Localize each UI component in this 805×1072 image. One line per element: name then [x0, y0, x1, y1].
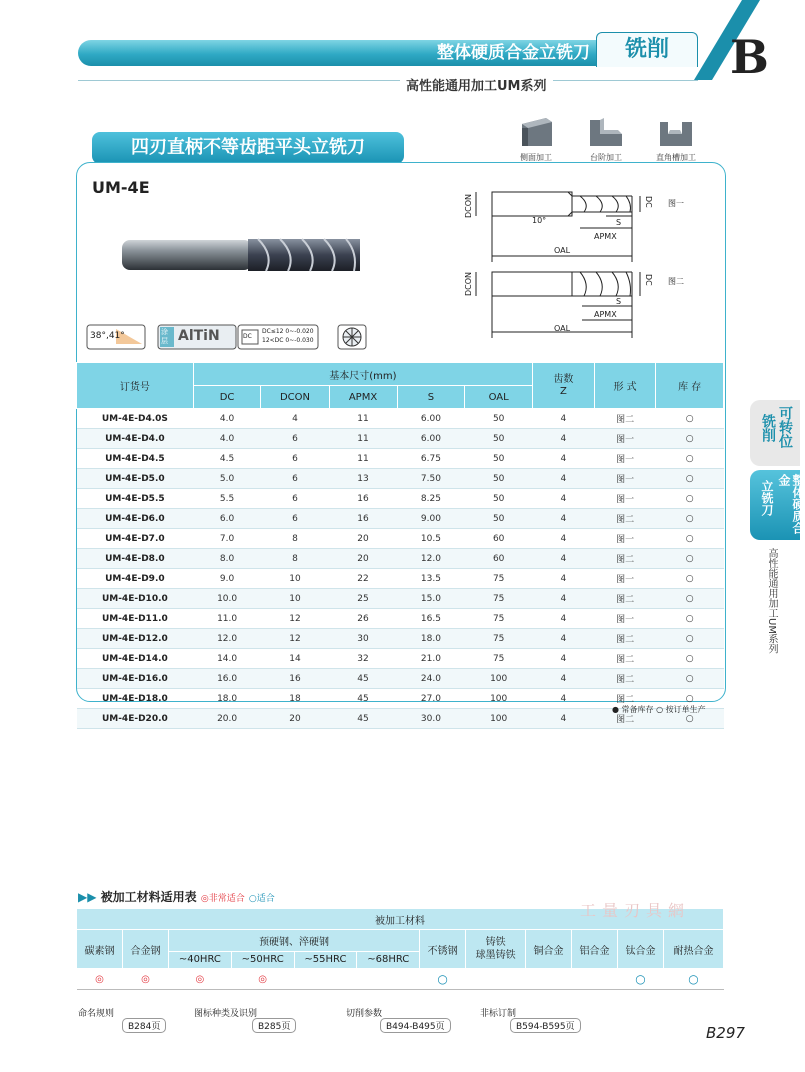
table-row [77, 469, 724, 489]
table-row [77, 649, 724, 669]
cell-stock: ○ [656, 569, 724, 589]
cell-code: UM-4E-D20.0 [77, 709, 194, 729]
cell-dcon: 10 [261, 569, 329, 589]
cell-apmx: 22 [329, 569, 397, 589]
cell-dc: 5.5 [193, 489, 261, 509]
cell-dcon: 18 [261, 689, 329, 709]
cell-stock: ○ [656, 449, 724, 469]
oal-label: OAL [554, 246, 571, 255]
suitability-mark: ○ [420, 969, 466, 990]
cell-s: 7.50 [397, 469, 465, 489]
cell-s: 27.0 [397, 689, 465, 709]
apmx-label-2: APMX [594, 310, 617, 319]
cell-stock: ○ [656, 629, 724, 649]
cell-s: 6.00 [397, 409, 465, 429]
cell-form: 图一 [594, 449, 656, 469]
ref-label: 切削参数 [346, 1009, 383, 1019]
s-label: S [616, 218, 622, 227]
cell-oal: 100 [465, 709, 533, 729]
process-label: 台阶加工 [590, 153, 622, 162]
cell-z: 4 [533, 489, 595, 509]
cell-stock: ○ [656, 669, 724, 689]
col-form: 形 式 [594, 363, 656, 409]
cell-z: 4 [533, 709, 595, 729]
ref-label: 图标种类及识别 [194, 1009, 258, 1019]
tolerance-dc-icon: DC [243, 333, 252, 340]
cell-oal: 50 [465, 429, 533, 449]
cell-apmx: 20 [329, 549, 397, 569]
header-title: 整体硬质合金立铣刀 [437, 43, 590, 63]
material-heading [78, 888, 275, 905]
double-arrow-icon: ▶▶ [78, 890, 97, 904]
cell-form: 图二 [594, 629, 656, 649]
cell-dcon: 6 [261, 469, 329, 489]
cell-stock: ○ [656, 689, 724, 709]
cell-apmx: 45 [329, 669, 397, 689]
mat-carbon-steel: 碳素钢 [77, 930, 123, 969]
suitability-mark: ◎ [77, 969, 123, 990]
mat-hardened-steel: 预硬钢、淬硬钢 [168, 930, 419, 952]
cell-s: 24.0 [397, 669, 465, 689]
end-mill-image [118, 230, 378, 280]
cell-stock: ○ [656, 709, 724, 729]
dcon-label-2: DCON [464, 272, 473, 297]
cell-s: 9.00 [397, 509, 465, 529]
cell-code: UM-4E-D4.5 [77, 449, 194, 469]
material-group-header: 被加工材料 [77, 909, 724, 930]
table-row [77, 569, 724, 589]
cell-dcon: 4 [261, 409, 329, 429]
cell-apmx: 32 [329, 649, 397, 669]
chapter-letter: B [730, 30, 769, 84]
cell-s: 10.5 [397, 529, 465, 549]
cell-s: 16.5 [397, 609, 465, 629]
slot-milling-icon [656, 116, 696, 148]
cell-dc: 14.0 [193, 649, 261, 669]
side-tab-solid-carbide[interactable] [750, 470, 805, 540]
cell-apmx: 13 [329, 469, 397, 489]
stock-legend: ● 常备库存 ○ 按订单生产 [612, 705, 706, 714]
cell-code: UM-4E-D12.0 [77, 629, 194, 649]
table-row [77, 409, 724, 429]
table-row [77, 489, 724, 509]
figure-2-label: 图二 [668, 277, 684, 286]
side-tab-text: 立铣刀 [760, 480, 774, 516]
process-label: 侧面加工 [520, 153, 552, 162]
cell-z: 4 [533, 649, 595, 669]
table-row [77, 529, 724, 549]
cell-code: UM-4E-D7.0 [77, 529, 194, 549]
tolerance-line-1: DC≤12 0~-0.020 [262, 328, 314, 335]
process-side-milling [506, 116, 566, 163]
cell-dcon: 16 [261, 669, 329, 689]
cell-stock: ○ [656, 509, 724, 529]
cell-dc: 4.0 [193, 409, 261, 429]
cell-code: UM-4E-D4.0S [77, 409, 194, 429]
cell-apmx: 11 [329, 449, 397, 469]
cell-dc: 18.0 [193, 689, 261, 709]
ref-cutting-params[interactable] [346, 1006, 445, 1032]
cell-s: 12.0 [397, 549, 465, 569]
ref-label: 命名规则 [78, 1009, 115, 1019]
cell-dcon: 6 [261, 429, 329, 449]
model-name: UM-4E [92, 178, 150, 197]
cell-code: UM-4E-D8.0 [77, 549, 194, 569]
cell-stock: ○ [656, 549, 724, 569]
cell-s: 6.75 [397, 449, 465, 469]
coating-label: 涂层 [161, 328, 168, 345]
cell-dcon: 6 [261, 489, 329, 509]
cell-dcon: 20 [261, 709, 329, 729]
ref-page[interactable]: B494-B495页 [380, 1018, 451, 1033]
side-tab-text: 整体硬质合金 [777, 474, 805, 534]
cell-z: 4 [533, 429, 595, 449]
side-tab-text: 可转位 [777, 406, 793, 448]
cell-s: 18.0 [397, 629, 465, 649]
cell-code: UM-4E-D10.0 [77, 589, 194, 609]
mat-aluminum: 铝合金 [572, 930, 618, 969]
suitability-mark: ◎ [168, 969, 231, 990]
cell-stock: ○ [656, 409, 724, 429]
cell-oal: 100 [465, 669, 533, 689]
cell-s: 30.0 [397, 709, 465, 729]
mat-68hrc: ~68HRC [357, 951, 420, 968]
cell-dcon: 8 [261, 529, 329, 549]
col-oal: OAL [465, 386, 533, 409]
cell-z: 4 [533, 689, 595, 709]
mat-50hrc: ~50HRC [231, 951, 294, 968]
cell-form: 图二 [594, 649, 656, 669]
suitability-mark [357, 969, 420, 990]
cell-dc: 20.0 [193, 709, 261, 729]
process-shoulder [576, 116, 636, 163]
tolerance-line-2: 12<DC 0~-0.030 [262, 337, 314, 344]
col-basic-dimensions: 基本尺寸(mm) [193, 363, 532, 386]
legend-very-suitable: ◎非常适合 [200, 894, 245, 904]
cell-dc: 9.0 [193, 569, 261, 589]
mat-copper: 铜合金 [526, 930, 572, 969]
ref-page[interactable]: B285页 [252, 1018, 296, 1033]
cell-code: UM-4E-D9.0 [77, 569, 194, 589]
cell-apmx: 45 [329, 689, 397, 709]
cell-code: UM-4E-D11.0 [77, 609, 194, 629]
cell-stock: ○ [656, 469, 724, 489]
ref-label: 非标订制 [480, 1009, 517, 1019]
table-row [77, 629, 724, 649]
mat-titanium: 钛合金 [618, 930, 664, 969]
col-s: S [397, 386, 465, 409]
cell-dc: 5.0 [193, 469, 261, 489]
suitability-mark [526, 969, 572, 990]
col-dcon: DCON [261, 386, 329, 409]
cell-oal: 75 [465, 629, 533, 649]
cell-z: 4 [533, 669, 595, 689]
badge-row [86, 322, 376, 354]
cell-z: 4 [533, 469, 595, 489]
cell-form: 图一 [594, 489, 656, 509]
mat-alloy-steel: 合金钢 [122, 930, 168, 969]
cell-z: 4 [533, 449, 595, 469]
table-row [77, 509, 724, 529]
cell-form: 图一 [594, 609, 656, 629]
cell-apmx: 26 [329, 609, 397, 629]
cell-form: 图二 [594, 689, 656, 709]
cell-stock: ○ [656, 529, 724, 549]
process-label: 直角槽加工 [656, 153, 696, 162]
cell-form: 图二 [594, 409, 656, 429]
cell-s: 15.0 [397, 589, 465, 609]
cell-stock: ○ [656, 489, 724, 509]
cell-dcon: 14 [261, 649, 329, 669]
suitability-mark: ◎ [231, 969, 294, 990]
cell-oal: 60 [465, 549, 533, 569]
figure-1-label: 图一 [668, 199, 684, 208]
cell-code: UM-4E-D18.0 [77, 689, 194, 709]
cell-form: 图二 [594, 669, 656, 689]
cell-dcon: 12 [261, 609, 329, 629]
apmx-label: APMX [594, 232, 617, 241]
cell-dc: 12.0 [193, 629, 261, 649]
dc-label-2: DC [644, 274, 653, 286]
suitability-mark [572, 969, 618, 990]
cell-z: 4 [533, 549, 595, 569]
cell-apmx: 11 [329, 409, 397, 429]
cell-oal: 50 [465, 449, 533, 469]
col-order-code: 订货号 [77, 363, 194, 409]
cell-dc: 4.5 [193, 449, 261, 469]
cell-dc: 16.0 [193, 669, 261, 689]
cell-form: 图一 [594, 469, 656, 489]
cell-z: 4 [533, 589, 595, 609]
cell-s: 13.5 [397, 569, 465, 589]
cell-dcon: 6 [261, 509, 329, 529]
dc-label: DC [644, 196, 653, 208]
cell-code: UM-4E-D4.0 [77, 429, 194, 449]
ref-page[interactable]: B284页 [122, 1018, 166, 1033]
cell-code: UM-4E-D14.0 [77, 649, 194, 669]
cell-z: 4 [533, 629, 595, 649]
col-dc: DC [193, 386, 261, 409]
cell-code: UM-4E-D16.0 [77, 669, 194, 689]
cell-dc: 7.0 [193, 529, 261, 549]
helix-angle: 38°,41° [90, 331, 125, 341]
cell-dc: 6.0 [193, 509, 261, 529]
cell-oal: 75 [465, 569, 533, 589]
material-heading-text: 被加工材料适用表 [100, 890, 197, 904]
cell-oal: 75 [465, 609, 533, 629]
table-row [77, 549, 724, 569]
cell-dc: 8.0 [193, 549, 261, 569]
table-row [77, 609, 724, 629]
cell-apmx: 30 [329, 629, 397, 649]
header-subtitle: 高性能通用加工UM系列 [400, 75, 553, 94]
cell-form: 图二 [594, 709, 656, 729]
cell-oal: 50 [465, 469, 533, 489]
cell-oal: 50 [465, 509, 533, 529]
col-teeth: 齿数 Z [533, 363, 595, 409]
cell-oal: 50 [465, 489, 533, 509]
cell-dc: 10.0 [193, 589, 261, 609]
col-stock: 库 存 [656, 363, 724, 409]
cell-oal: 60 [465, 529, 533, 549]
suitability-mark: ○ [618, 969, 664, 990]
side-tab-text: 铣削 [760, 414, 776, 442]
table-row [77, 429, 724, 449]
cell-code: UM-4E-D6.0 [77, 509, 194, 529]
dimension-drawing [462, 186, 702, 346]
cell-form: 图二 [594, 589, 656, 609]
cell-dc: 4.0 [193, 429, 261, 449]
cell-form: 图二 [594, 549, 656, 569]
suitability-mark: ◎ [122, 969, 168, 990]
process-slot [646, 116, 706, 163]
page-number: B297 [706, 1024, 745, 1042]
cell-z: 4 [533, 409, 595, 429]
side-tab-indexable-milling[interactable] [750, 400, 800, 466]
suitability-mark [466, 969, 526, 990]
cell-dcon: 8 [261, 549, 329, 569]
coating-name: AlTiN [178, 328, 220, 344]
feature-badges [86, 322, 376, 358]
cell-oal: 50 [465, 409, 533, 429]
cell-s: 6.00 [397, 429, 465, 449]
table-row [77, 589, 724, 609]
cell-z: 4 [533, 569, 595, 589]
cell-apmx: 25 [329, 589, 397, 609]
table-row [77, 449, 724, 469]
cell-dcon: 6 [261, 449, 329, 469]
cell-stock: ○ [656, 649, 724, 669]
cell-dcon: 12 [261, 629, 329, 649]
col-apmx: APMX [329, 386, 397, 409]
cell-dcon: 10 [261, 589, 329, 609]
side-series-label: 高性能通用加工UM系列 [766, 548, 777, 654]
cell-s: 21.0 [397, 649, 465, 669]
cell-z: 4 [533, 529, 595, 549]
dcon-label: DCON [464, 194, 473, 219]
cell-apmx: 16 [329, 509, 397, 529]
cell-apmx: 45 [329, 709, 397, 729]
cell-s: 8.25 [397, 489, 465, 509]
suitability-mark: ○ [664, 969, 724, 990]
cell-stock: ○ [656, 589, 724, 609]
legend-suitable: ○适合 [248, 894, 275, 904]
angle-label: 10° [532, 216, 547, 225]
header-underline [78, 80, 698, 81]
ref-page[interactable]: B594-B595页 [510, 1018, 581, 1033]
suitability-mark [294, 969, 357, 990]
watermark: 工量刃具網 [580, 901, 691, 920]
cell-stock: ○ [656, 609, 724, 629]
cell-form: 图二 [594, 509, 656, 529]
cell-oal: 100 [465, 689, 533, 709]
cell-form: 图一 [594, 529, 656, 549]
header-section-tab[interactable]: 铣削 [596, 32, 698, 67]
spec-table [76, 362, 724, 729]
shoulder-milling-icon [586, 116, 626, 148]
mat-40hrc: ~40HRC [168, 951, 231, 968]
dimension-diagrams [462, 186, 702, 350]
cell-code: UM-4E-D5.5 [77, 489, 194, 509]
cell-apmx: 20 [329, 529, 397, 549]
cell-form: 图一 [594, 429, 656, 449]
cell-apmx: 16 [329, 489, 397, 509]
cell-oal: 75 [465, 589, 533, 609]
mat-cast-iron: 铸铁 球墨铸铁 [466, 930, 526, 969]
oal-label-2: OAL [554, 324, 571, 333]
ref-naming[interactable] [78, 1006, 161, 1032]
s-label-2: S [616, 297, 622, 306]
table-row [77, 669, 724, 689]
side-milling-icon [516, 116, 556, 148]
cell-stock: ○ [656, 429, 724, 449]
section-title: 四刃直柄不等齿距平头立铣刀 [92, 132, 404, 164]
mat-heat-resistant: 耐热合金 [664, 930, 724, 969]
cell-oal: 75 [465, 649, 533, 669]
ref-custom[interactable] [480, 1006, 575, 1032]
ref-icons[interactable] [194, 1006, 291, 1032]
mat-55hrc: ~55HRC [294, 951, 357, 968]
cell-form: 图一 [594, 569, 656, 589]
cell-z: 4 [533, 609, 595, 629]
mat-stainless: 不锈钢 [420, 930, 466, 969]
cell-z: 4 [533, 509, 595, 529]
cell-code: UM-4E-D5.0 [77, 469, 194, 489]
cell-dc: 11.0 [193, 609, 261, 629]
cell-apmx: 11 [329, 429, 397, 449]
